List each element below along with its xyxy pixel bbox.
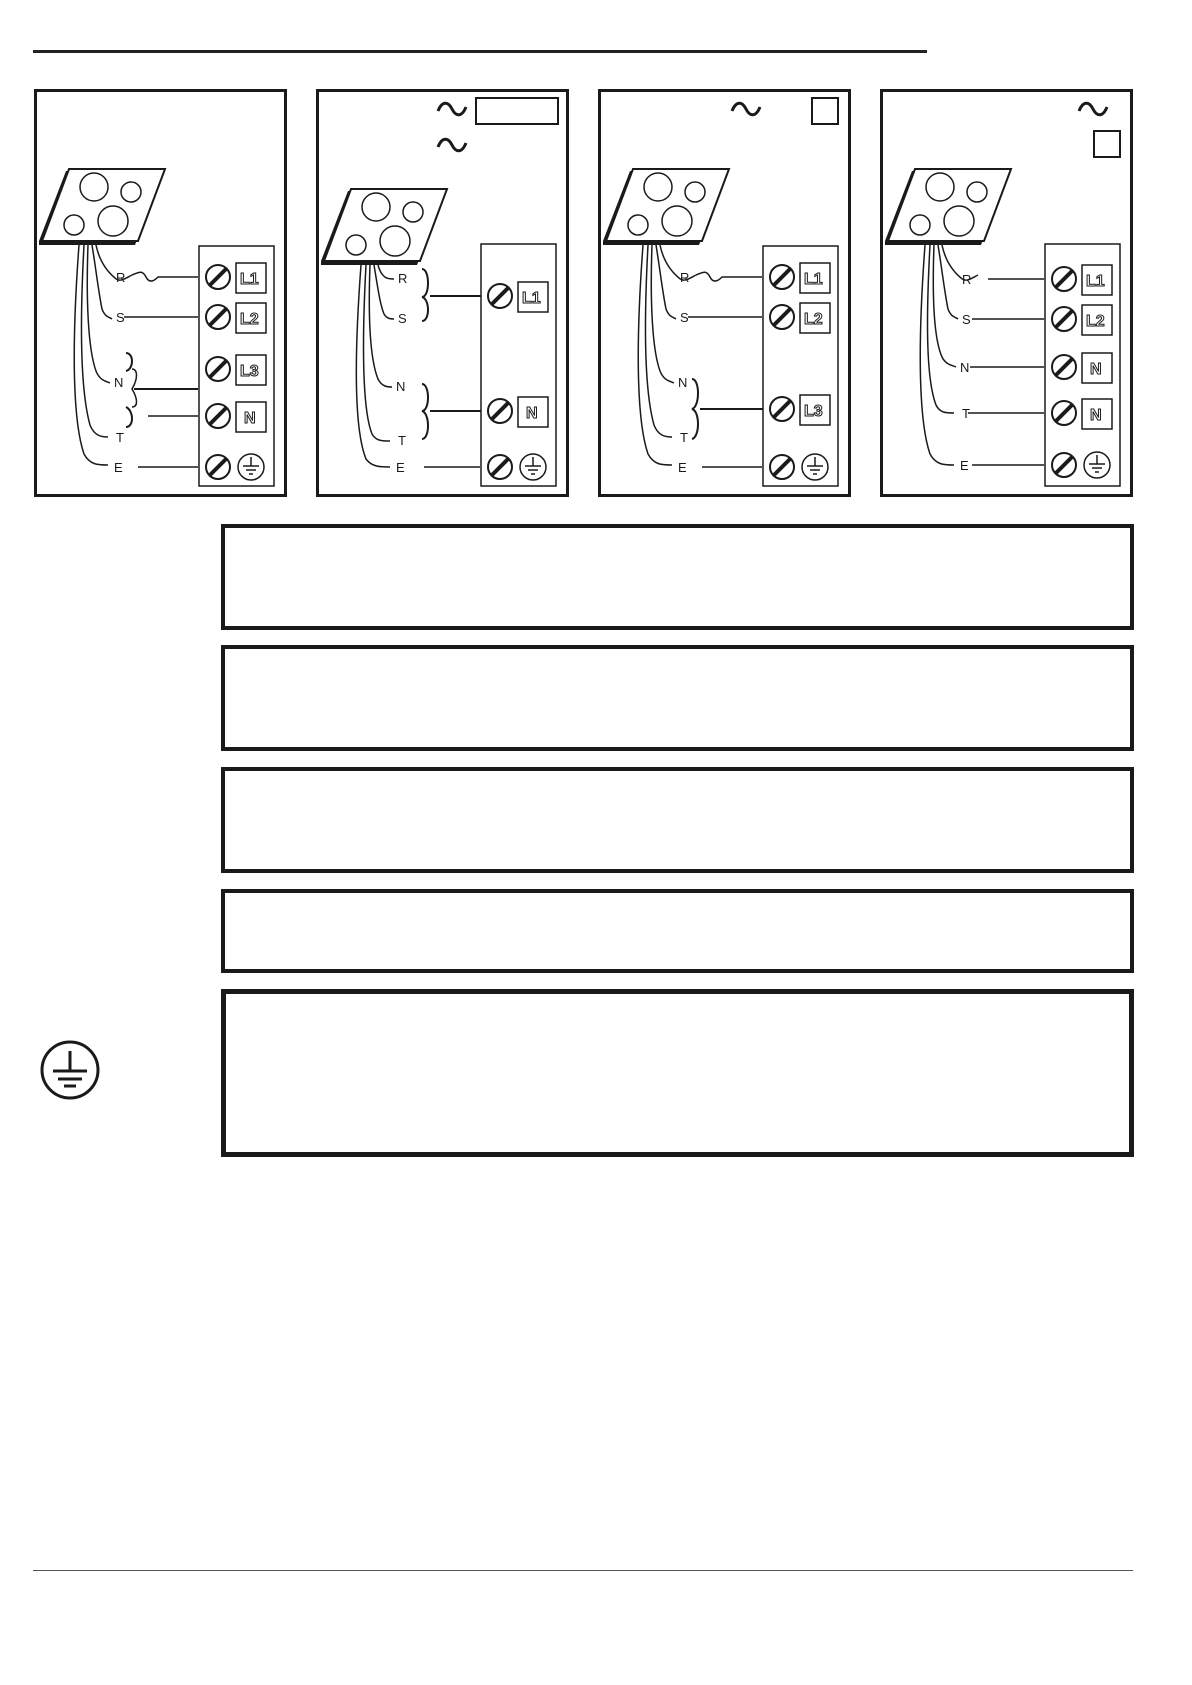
earth-ground-icon [39, 1039, 101, 1101]
top-rule [33, 50, 927, 53]
svg-text:E: E [960, 458, 969, 473]
svg-text:L1: L1 [804, 271, 823, 288]
terminal-block [481, 244, 556, 486]
screw-terminal-icon [770, 305, 794, 329]
wiring-panel-2 [316, 89, 569, 497]
svg-text:S: S [680, 310, 689, 325]
wiring-diagram-3 [598, 89, 851, 497]
wiring-diagram-4 [880, 89, 1133, 497]
svg-text:E: E [396, 460, 405, 475]
svg-text:S: S [398, 311, 407, 326]
svg-text:L2: L2 [1086, 313, 1105, 330]
svg-text:L3: L3 [804, 403, 823, 420]
screw-terminal-icon [770, 397, 794, 421]
wire-label-t: T [116, 430, 124, 445]
svg-text:N: N [526, 405, 538, 422]
screw-terminal-icon [488, 399, 512, 423]
wire-label-e: E [114, 460, 123, 475]
svg-text:N: N [678, 375, 688, 390]
screw-terminal-icon [1052, 453, 1076, 477]
wire-label-r: R [116, 270, 126, 285]
svg-text:R: R [680, 270, 690, 285]
wiring-panel-1 [34, 89, 287, 497]
svg-text:L1: L1 [1086, 273, 1105, 290]
wiring-panel-4 [880, 89, 1133, 497]
svg-text:N: N [1090, 407, 1102, 424]
svg-text:N: N [960, 360, 970, 375]
screw-terminal-icon [1052, 307, 1076, 331]
svg-text:L1: L1 [522, 290, 541, 307]
screw-terminal-icon [206, 357, 230, 381]
screw-terminal-icon [488, 284, 512, 308]
terminal-label-l2: L2 [240, 311, 259, 328]
screw-terminal-icon [206, 265, 230, 289]
svg-text:N: N [1090, 361, 1102, 378]
terminal-label-n: N [244, 410, 256, 427]
voltage-label-box-square [1094, 131, 1120, 157]
svg-text:T: T [680, 430, 688, 445]
screw-terminal-icon [206, 305, 230, 329]
screw-terminal-icon [1052, 267, 1076, 291]
voltage-label-box-square [812, 98, 838, 124]
svg-text:T: T [398, 433, 406, 448]
terminal-label-l3: L3 [240, 363, 259, 380]
svg-text:E: E [678, 460, 687, 475]
screw-terminal-icon [488, 455, 512, 479]
screw-terminal-icon [206, 455, 230, 479]
notice-box-4 [221, 889, 1134, 973]
screw-terminal-icon [770, 265, 794, 289]
screw-terminal-icon [1052, 355, 1076, 379]
svg-text:L2: L2 [804, 311, 823, 328]
bottom-rule [33, 1570, 1133, 1571]
svg-text:T: T [962, 406, 970, 421]
wiring-diagram-2 [316, 89, 569, 497]
wire-label-s: S [116, 310, 125, 325]
notice-box-2 [221, 645, 1134, 751]
notice-box-5 [221, 989, 1134, 1157]
wire-label-n: N [114, 375, 124, 390]
svg-text:R: R [398, 271, 408, 286]
svg-text:R: R [962, 272, 972, 287]
voltage-label-box-wide [476, 98, 558, 124]
screw-terminal-icon [1052, 401, 1076, 425]
wiring-panel-3 [598, 89, 851, 497]
screw-terminal-icon [770, 455, 794, 479]
notice-box-1 [221, 524, 1134, 630]
screw-terminal-icon [206, 404, 230, 428]
wiring-diagram-1 [34, 89, 287, 497]
svg-text:S: S [962, 312, 971, 327]
notice-box-3 [221, 767, 1134, 873]
terminal-label-l1: L1 [240, 271, 259, 288]
svg-text:N: N [396, 379, 406, 394]
